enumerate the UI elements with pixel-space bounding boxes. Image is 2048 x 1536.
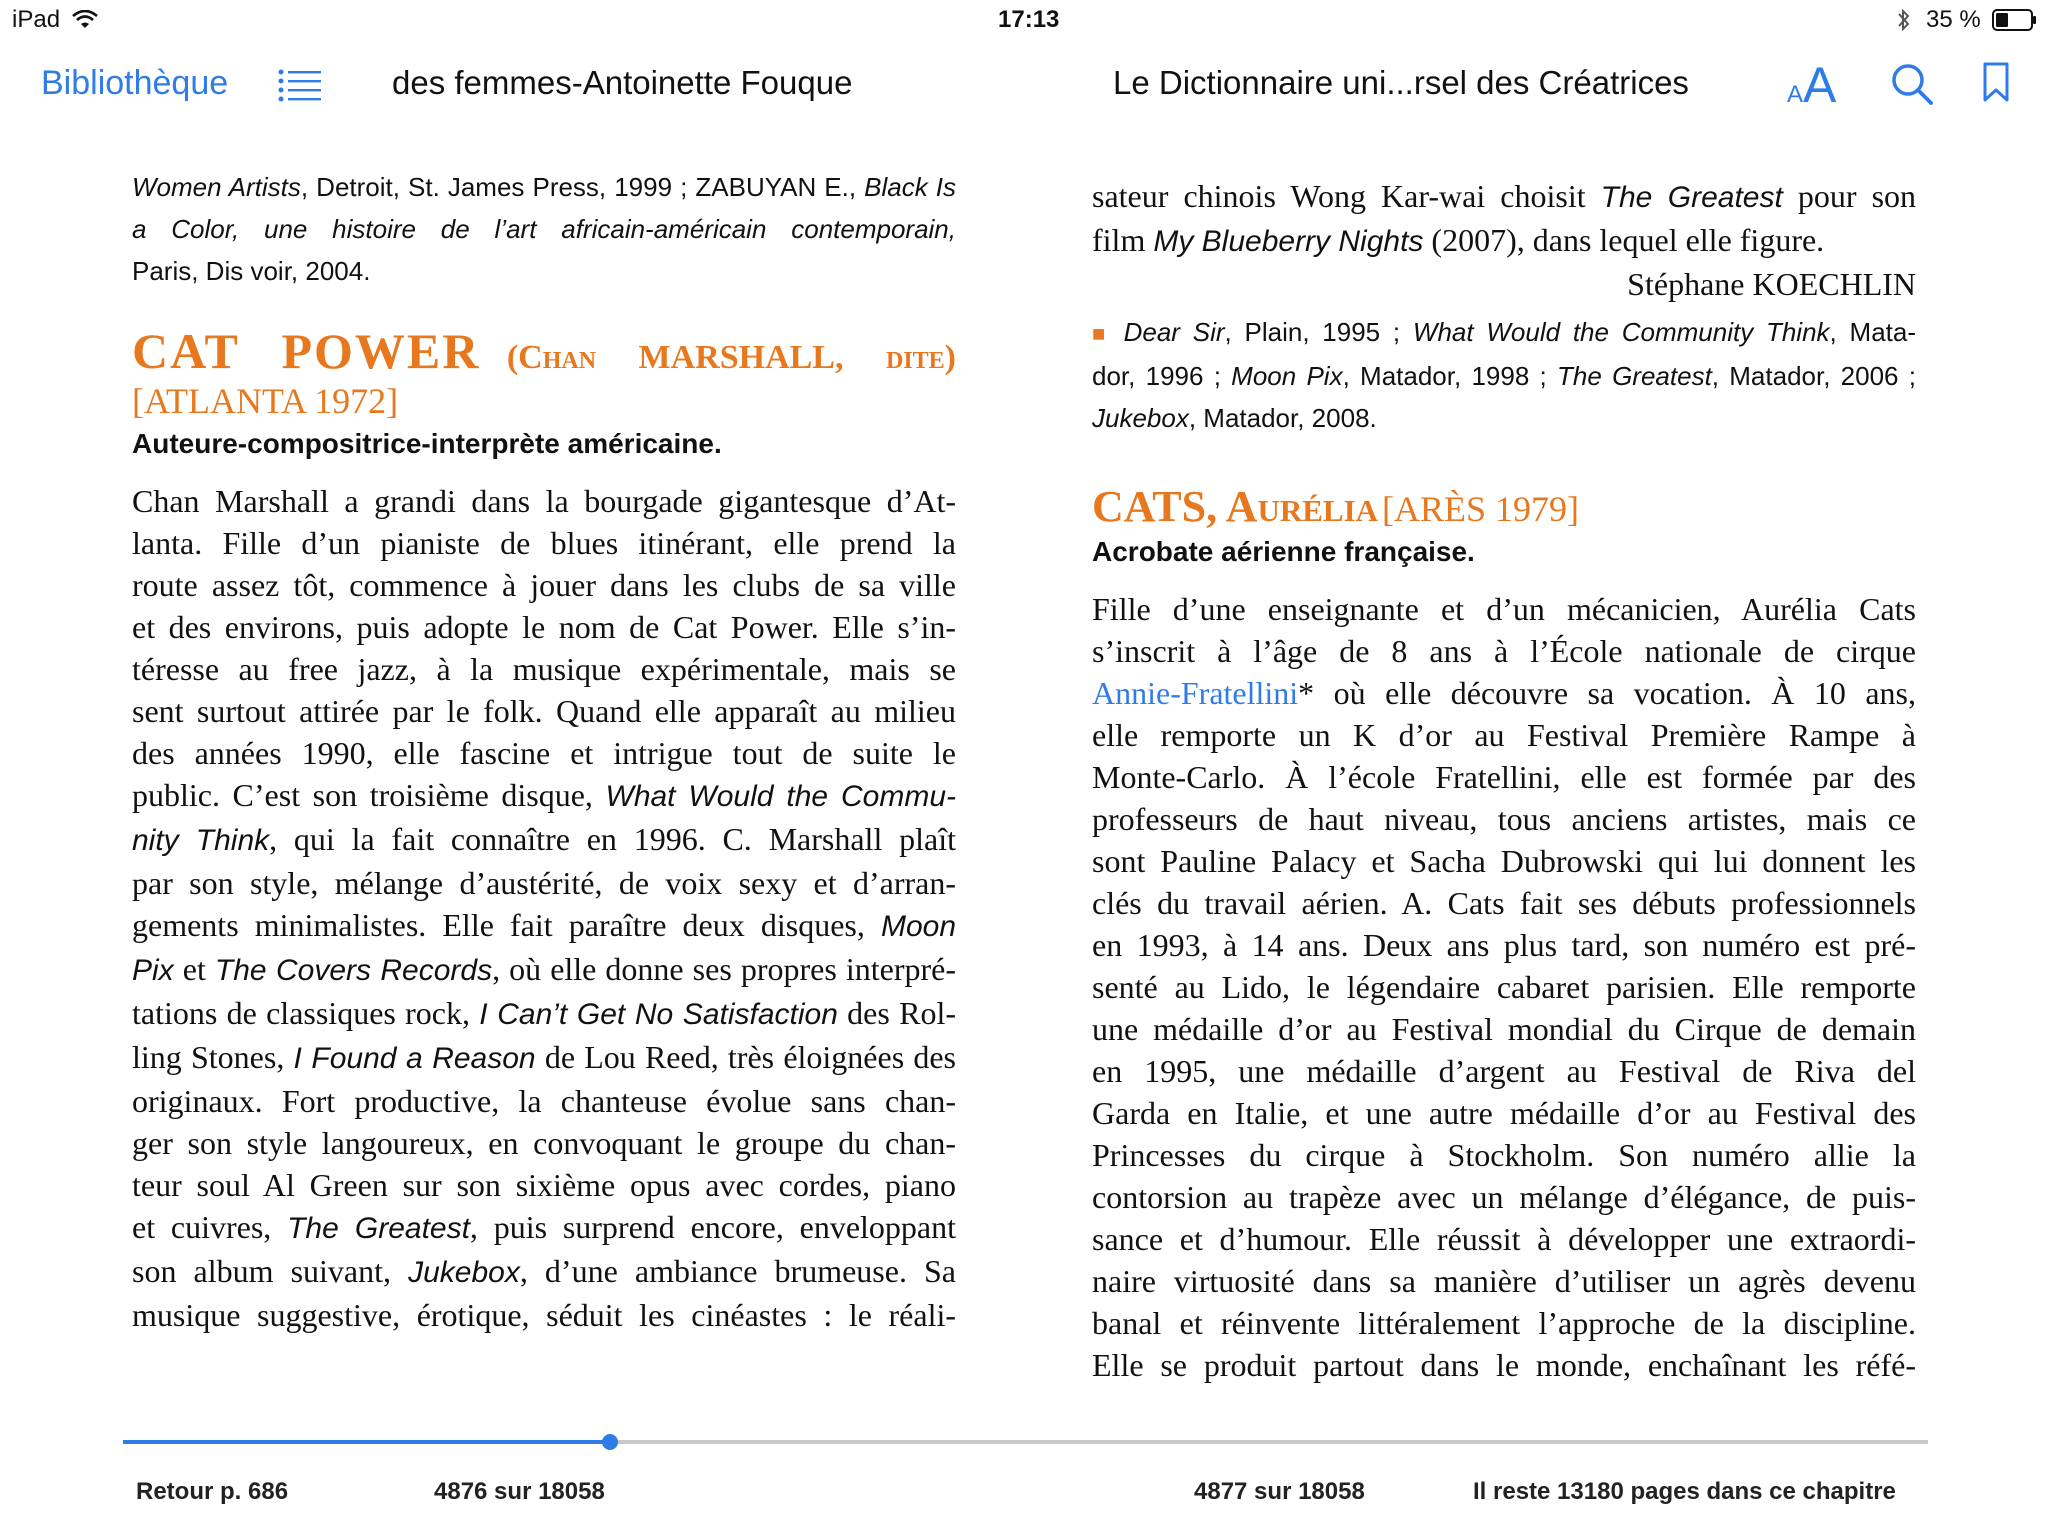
right-page-number: 4877 sur 18058 bbox=[1194, 1478, 1365, 1505]
entry-origin: [ATLANTA 1972] bbox=[132, 381, 399, 421]
body-line: une médaille d’or au Festival mondial du Cirque de demain bbox=[1092, 1011, 1916, 1047]
work-title: Moon Pix bbox=[1231, 361, 1343, 391]
body-text: (2007), dans lequel elle figure. bbox=[1423, 222, 1825, 258]
body-line: sance et d’humour. Elle réussit à développer une extraordi- bbox=[1092, 1221, 1916, 1257]
body-line: lanta. Fille d’un pianiste de blues itinérant, elle prend la bbox=[132, 525, 956, 561]
entry-body bbox=[132, 480, 956, 1336]
body-text: ling Stones, bbox=[132, 1039, 294, 1075]
body-line bbox=[132, 1250, 956, 1294]
body-line: banal et réinvente littéralement l’approche de la discipline. bbox=[1092, 1305, 1916, 1341]
left-page-title: des femmes-Antoinette Fouque bbox=[392, 64, 853, 101]
cross-reference-link[interactable]: Annie-Fratellini bbox=[1092, 675, 1299, 711]
body-text: tations de classiques rock, bbox=[132, 995, 480, 1031]
body-text: son album suivant, bbox=[132, 1253, 409, 1289]
body-italic: Pix bbox=[132, 954, 174, 987]
body-line bbox=[1092, 219, 1916, 263]
bookmark-icon[interactable] bbox=[1983, 62, 2009, 107]
work-title: The Greatest bbox=[1557, 361, 1712, 391]
prev-refs-line-2 bbox=[132, 208, 956, 250]
body-text: , d’une ambiance brumeuse. Sa bbox=[519, 1253, 957, 1289]
ref-text: , Matador, 1998 ; bbox=[1342, 361, 1558, 391]
entry-headword: CAT POWER bbox=[132, 323, 481, 379]
ref-text: , Matador, 2008. bbox=[1188, 403, 1377, 433]
body-line bbox=[132, 774, 956, 818]
ref-text: dor, 1996 ; bbox=[1092, 361, 1232, 391]
body-line: s’inscrit à l’âge de 8 ans à l’École nationale de cirque bbox=[1092, 633, 1916, 669]
body-text: et bbox=[173, 951, 215, 987]
body-text: des Rol- bbox=[837, 995, 956, 1031]
body-line: téresse au free jazz, à la musique expérimentale, mais se bbox=[132, 651, 956, 687]
body-line bbox=[1092, 672, 1916, 714]
entry-alias: (Chan MARSHALL, dite) bbox=[506, 339, 956, 376]
back-to-page-link[interactable]: Retour p. 686 bbox=[136, 1478, 289, 1505]
ref-title: Women Artists bbox=[132, 172, 301, 202]
wifi-icon bbox=[72, 10, 98, 35]
ref-title: a Color, une histoire de l’art africain-américain contemporain, bbox=[132, 214, 956, 244]
body-line: route assez tôt, commence à jouer dans les clubs de sa ville bbox=[132, 567, 956, 603]
body-line: Princesses du cirque à Stockholm. Son numéro allie la bbox=[1092, 1137, 1916, 1173]
entry-headword: CATS, Aurélia bbox=[1092, 482, 1379, 531]
body-line: teur soul Al Green sur son sixième opus avec cordes, piano bbox=[132, 1167, 956, 1203]
body-text: pour son bbox=[1782, 178, 1917, 214]
battery-percent: 35 % bbox=[1926, 6, 1981, 33]
ref-text: , Mata- bbox=[1829, 317, 1916, 347]
body-line: Elle se produit partout dans le monde, enchaînant les réfé- bbox=[1092, 1347, 1916, 1383]
search-icon[interactable] bbox=[1890, 62, 1934, 111]
body-line bbox=[1092, 175, 1916, 219]
body-italic: What Would the Commu- bbox=[605, 780, 956, 813]
body-line: et des environs, puis adopte le nom de Cat Power. Elle s’in- bbox=[132, 609, 956, 645]
body-line: en 1993, à 14 ans. Deux ans plus tard, son numéro est pré- bbox=[1092, 927, 1916, 963]
entry-origin: [ARÈS 1979] bbox=[1382, 489, 1580, 529]
body-text: gements minimalistes. Elle fait paraître deux disques, bbox=[132, 907, 881, 943]
body-line: originaux. Fort productive, la chanteuse évolue sans chan- bbox=[132, 1083, 956, 1119]
body-line: Monte-Carlo. À l’école Fratellini, elle est formée par des bbox=[1092, 759, 1916, 795]
battery-icon bbox=[1992, 9, 2038, 36]
body-line bbox=[132, 992, 956, 1036]
body-text: , puis surprend encore, enveloppant bbox=[469, 1209, 957, 1245]
body-line: Fille d’une enseignante et d’un mécanicien, Aurélia Cats bbox=[1092, 591, 1916, 627]
body-line: des années 1990, elle fascine et intrigue tout de suite le bbox=[132, 735, 956, 771]
work-title: Jukebox bbox=[1092, 403, 1189, 433]
works-line-2 bbox=[1092, 355, 1916, 397]
page-scrubber-thumb[interactable] bbox=[602, 1434, 618, 1450]
body-line: naire virtuosité dans sa manière d’utiliser un agrès devenu bbox=[1092, 1263, 1916, 1299]
body-text: de Lou Reed, très éloignées des bbox=[535, 1039, 957, 1075]
body-line: ger son style langoureux, en convoquant le groupe du chan- bbox=[132, 1125, 956, 1161]
body-line: sont Pauline Palacy et Sacha Dubrowski qui lui donnent les bbox=[1092, 843, 1916, 879]
body-line: contorsion au trapèze avec un mélange d’élégance, de puis- bbox=[1092, 1179, 1916, 1215]
pages-remaining: Il reste 13180 pages dans ce chapitre bbox=[1473, 1478, 1896, 1505]
body-line: senté au Lido, le légendaire cabaret parisien. Elle remporte bbox=[1092, 969, 1916, 1005]
body-italic: I Can’t Get No Satisfaction bbox=[479, 998, 838, 1031]
prev-refs-line-1 bbox=[132, 166, 956, 208]
entry-role: Acrobate aérienne française. bbox=[1092, 536, 1475, 567]
font-small-glyph: A bbox=[1787, 81, 1804, 108]
work-title: What Would the Community Think bbox=[1412, 317, 1830, 347]
font-large-glyph: A bbox=[1803, 57, 1837, 113]
works-line-1 bbox=[1092, 311, 1916, 355]
right-page bbox=[1092, 175, 1916, 1386]
ref-title: Black Is bbox=[864, 172, 957, 202]
body-italic: Moon bbox=[880, 910, 956, 943]
work-title: Dear Sir bbox=[1123, 317, 1225, 347]
author-last: KOECHLIN bbox=[1752, 266, 1916, 302]
bluetooth-icon bbox=[1896, 8, 1912, 37]
body-line bbox=[132, 948, 956, 992]
works-bullet: ■ bbox=[1092, 321, 1111, 346]
body-line bbox=[132, 818, 956, 862]
body-line bbox=[132, 1036, 956, 1080]
body-line: clés du travail aérien. A. Cats fait ses débuts professionnels bbox=[1092, 885, 1916, 921]
body-italic: Jukebox bbox=[408, 1256, 520, 1289]
body-text: , qui la fait connaître en 1996. C. Marshall plaît bbox=[269, 821, 956, 857]
entry-role: Auteure-compositrice-interprète américaine. bbox=[132, 428, 722, 459]
body-text: et cuivres, bbox=[132, 1209, 288, 1245]
entry-author bbox=[1092, 263, 1916, 305]
body-text: sateur chinois Wong Kar-wai choisit bbox=[1092, 178, 1601, 214]
page-scrubber-progress bbox=[123, 1440, 610, 1444]
entry-body bbox=[1092, 588, 1916, 1386]
works-list bbox=[1092, 311, 1916, 439]
body-line: Garda en Italie, et une autre médaille d’or au Festival des bbox=[1092, 1095, 1916, 1131]
ref-text: , Plain, 1995 ; bbox=[1224, 317, 1413, 347]
body-text: * où elle découvre sa vocation. À 10 ans, bbox=[1298, 675, 1916, 711]
right-page-title: Le Dictionnaire uni...rsel des Créatrices bbox=[1113, 64, 1689, 101]
body-italic: The Greatest bbox=[1600, 181, 1783, 214]
status-time: 17:13 bbox=[998, 6, 1060, 33]
body-italic: The Covers Records bbox=[214, 954, 493, 987]
status-device: iPad bbox=[12, 6, 61, 33]
body-italic: The Greatest bbox=[287, 1212, 470, 1245]
body-italic: nity Think bbox=[132, 824, 270, 857]
ref-text: , Matador, 2006 ; bbox=[1711, 361, 1916, 391]
body-line: professeurs de haut niveau, tous anciens artistes, mais ce bbox=[1092, 801, 1916, 837]
body-line bbox=[132, 1206, 956, 1250]
body-text: film bbox=[1092, 222, 1154, 258]
body-line: par son style, mélange d’austérité, de voix sexy et d’arran- bbox=[132, 865, 956, 901]
entry-heading bbox=[132, 322, 956, 380]
body-text: public. C’est son troisième disque, bbox=[132, 777, 606, 813]
body-italic: My Blueberry Nights bbox=[1153, 225, 1424, 258]
body-line: Chan Marshall a grandi dans la bourgade gigantesque d’At- bbox=[132, 483, 956, 519]
body-italic: I Found a Reason bbox=[293, 1042, 536, 1075]
body-line: elle remporte un K d’or au Festival Première Rampe à bbox=[1092, 717, 1916, 753]
ref-text: , Detroit, St. James Press, 1999 ; bbox=[300, 172, 696, 202]
font-size-icon[interactable] bbox=[1787, 56, 1836, 114]
works-line-3 bbox=[1092, 397, 1916, 439]
body-line bbox=[132, 904, 956, 948]
library-button[interactable]: Bibliothèque bbox=[41, 64, 229, 102]
left-page bbox=[132, 166, 956, 1336]
body-line: sent surtout attirée par le folk. Quand elle apparaît au milieu bbox=[132, 693, 956, 729]
ref-author: ZABUYAN E. bbox=[695, 172, 849, 202]
body-text: , où elle donne ses propres interpré- bbox=[492, 951, 957, 987]
body-line: en 1995, une médaille d’argent au Festival de Riva del bbox=[1092, 1053, 1916, 1089]
table-of-contents-icon[interactable] bbox=[278, 68, 322, 107]
left-page-number: 4876 sur 18058 bbox=[434, 1478, 605, 1505]
body-line: musique suggestive, érotique, séduit les cinéastes : le réali- bbox=[132, 1297, 956, 1333]
entry-heading-2 bbox=[1092, 481, 1916, 532]
prev-refs-line-3: Paris, Dis voir, 2004. bbox=[132, 256, 371, 286]
ref-text: , bbox=[848, 172, 865, 202]
author-first: Stéphane bbox=[1627, 266, 1753, 302]
